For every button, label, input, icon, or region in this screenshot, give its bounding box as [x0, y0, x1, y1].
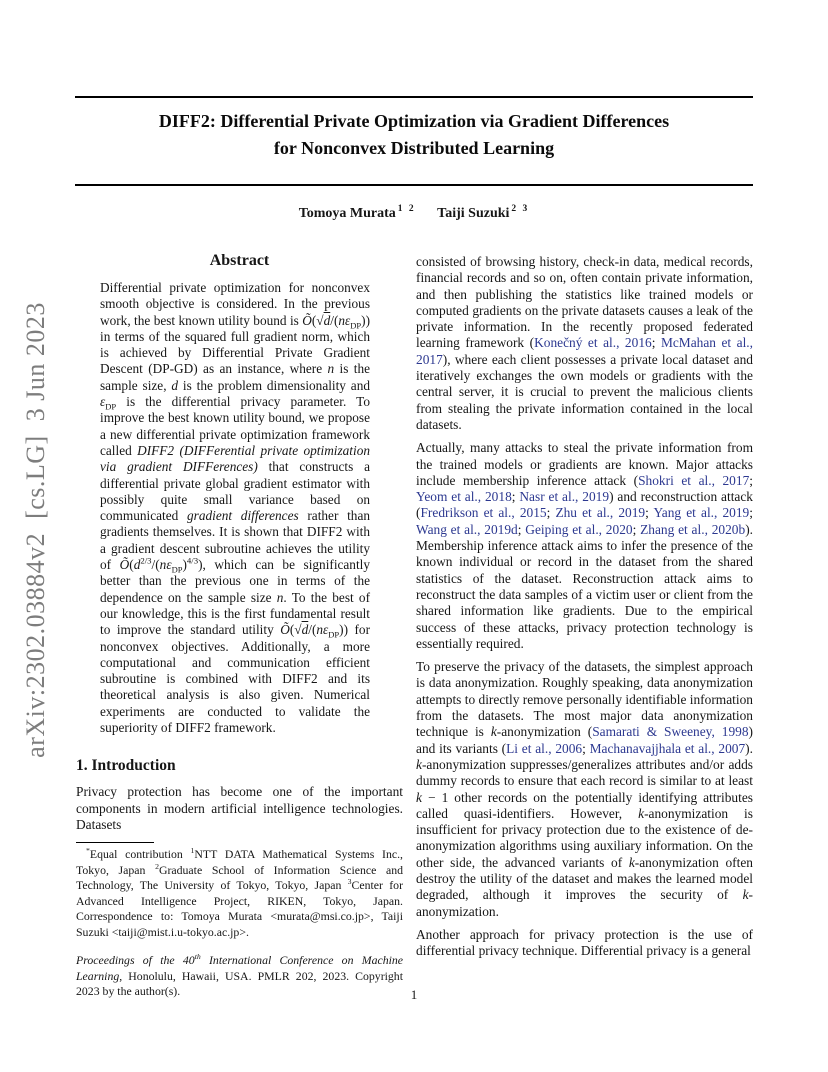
text-segment: )	[182, 557, 187, 573]
text-segment: rather than gradients themselves. It is shown that DIFF2 with a gradient descent subroutine achieves the utility of	[100, 508, 371, 573]
paragraph-4	[416, 927, 753, 960]
text-segment: ;	[546, 505, 556, 521]
text-segment: k	[416, 756, 422, 772]
citation-link[interactable]: Geiping et al., 2020	[525, 521, 633, 537]
text-segment: DP	[328, 629, 340, 640]
title-line-1: DIFF2: Differential Private Optimization via Gradient Differences	[158, 111, 670, 131]
text-segment: (	[311, 312, 317, 328]
citation-link[interactable]: Zhang et al., 2020b	[640, 521, 746, 537]
text-segment: nε	[316, 622, 329, 638]
text-segment: is the differential privacy parameter. To improve the best known utility bound, we propose a new differential private optimization framework called	[100, 394, 370, 458]
paragraph-1	[416, 254, 753, 433]
text-segment: that constructs a differential private global gradient estimator with possibly quite small variance based on communicated	[100, 459, 370, 524]
text-segment: DP	[350, 320, 362, 331]
author-1	[299, 206, 416, 221]
citation-link[interactable]: Li et al., 2006	[506, 740, 583, 756]
text-segment: ;	[651, 335, 661, 351]
arxiv-watermark: arXiv:2302.03884v2 [cs.LG] 3 Jun 2023	[21, 302, 50, 758]
text-segment: To preserve the privacy of the datasets, the simplest approach is data anonymization. Roughly speaking, data anonymization attempts to directly remove personally identifiable information from the datasets. The most major data anonymization technique is	[416, 659, 753, 740]
text-segment: is the sample size,	[100, 361, 370, 393]
text-segment: ;	[582, 740, 590, 756]
text-segment: ).	[745, 740, 753, 756]
text-segment: is the problem dimensionality and	[178, 377, 371, 393]
text-segment: 1	[190, 846, 195, 856]
text-segment: k	[742, 887, 749, 903]
text-segment: /(	[151, 557, 160, 573]
page-number: 1	[410, 987, 418, 1002]
text-segment: nε	[159, 557, 172, 573]
text-segment: k	[490, 724, 497, 740]
title-rule-top	[75, 96, 753, 98]
section-heading-introduction: 1. Introduction	[76, 757, 176, 775]
text-segment: d	[171, 377, 179, 393]
text-segment: -anonymization.	[416, 887, 753, 919]
paper-title	[0, 108, 828, 162]
text-segment: DP	[105, 401, 117, 412]
left-column	[76, 252, 403, 1000]
text-segment: d	[133, 557, 141, 573]
text-segment: ) and reconstruction attack (	[416, 489, 754, 521]
text-segment: Center for Advanced Intelligence Project, RIKEN, Tokyo, Japan. Correspondence to: Tomoya Murata <murata@msi.co.jp>, Taiji Suzuki <taiji@mist.i.u-tokyo.ac.jp>.	[76, 878, 404, 939]
text-segment: (	[289, 622, 295, 638]
author-1-affiliation-marks: 1 2	[397, 204, 416, 215]
text-segment: n	[276, 589, 284, 605]
author-2-affiliation-marks: 2 3	[511, 204, 530, 215]
abstract-heading: Abstract	[209, 252, 270, 269]
text-segment: )) for nonconvex objectives. Additionally, a more computational and communication efficient subroutine is combined with DIFF2 and its theoretical analysis is also given. Numerical experiments are conducted to validate the superiority of DIFF2 framework.	[100, 622, 371, 736]
citation-link[interactable]: Konečný et al., 2016	[534, 335, 652, 351]
text-segment: Equal contribution	[89, 847, 191, 862]
title-rule-bottom	[75, 184, 753, 186]
text-segment: NTT DATA Mathematical Systems Inc., Tokyo, Japan	[76, 847, 403, 877]
text-segment: 4/3	[186, 555, 199, 566]
text-segment: ). Membership inference attack aims to infer the presence of the known individual or record in the dataset from the shared statistics of the dataset. Reconstruction attack aims to reconstruct the data samples of a victim user or client from the shared information like gradients. Due to the empirical success of these attacks, privacy protection technology is essentially required.	[416, 521, 753, 651]
text-segment: th	[194, 952, 201, 962]
text-segment: /(	[308, 622, 317, 638]
text-segment: ), where each client possesses a private local dataset and iteratively exchanges the own models or gradients with the central server, it is crucial to prevent the malicious clients from stealing the private information contained in the local datasets.	[416, 351, 753, 432]
right-column	[416, 254, 753, 966]
paragraph-2	[416, 440, 753, 652]
text-segment: n	[327, 361, 335, 377]
title-line-2: for Nonconvex Distributed Learning	[273, 138, 555, 158]
author-2-name: Taiji Suzuki	[437, 206, 510, 221]
text-segment: k	[638, 805, 645, 821]
paragraph-3	[416, 659, 753, 920]
text-segment: ;	[645, 505, 654, 521]
citation-link[interactable]: Nasr et al., 2019	[519, 489, 610, 505]
citation-link[interactable]: McMahan et al., 2017	[416, 335, 753, 367]
text-segment: . To the best of our knowledge, this is the first fundamental result to improve the standard utility	[100, 589, 370, 638]
text-segment: Graduate School of Information Science and Technology, The University of Tokyo, Tokyo, Japan	[76, 862, 404, 893]
text-segment: nε	[338, 312, 351, 328]
text-segment: Differential private optimization for nonconvex smooth objective is considered. In the previous work, the best known utility bound is	[100, 280, 370, 328]
text-segment: k	[416, 789, 422, 805]
text-segment: Actually, many attacks to steal the private information from the trained models or gradients are known. Major attacks include membership inference attack (	[416, 440, 753, 488]
text-segment: consisted of browsing history, check-in data, medical records, financial records and so on, often contain private information, and then publishing the statistics like trained models or computed gradients on the private datasets causes a leak of the private information. In the recently proposed federated learning framework (	[416, 254, 753, 351]
text-segment: − 1 other records on the potentially identifying attributes called quasi-identifiers. However,	[416, 789, 753, 821]
citation-link[interactable]: Yang et al., 2019	[653, 505, 750, 521]
text-segment: Õ	[119, 557, 130, 573]
text-segment: ), which can be significantly better than the previous one in terms of the dependence on the sample size	[100, 557, 370, 605]
citation-link[interactable]: Zhu et al., 2019	[555, 505, 646, 521]
text-segment: d	[301, 622, 309, 638]
text-segment: gradient differences	[187, 508, 299, 524]
text-segment: Another approach for privacy protection is the use of differential privacy technique. Differential privacy is a general	[416, 926, 753, 959]
text-segment: DP	[171, 564, 183, 575]
author-1-name: Tomoya Murata	[298, 206, 396, 221]
text-segment: Õ	[280, 622, 290, 638]
text-segment: -anonymization suppresses/generalizes attributes and/or adds dummy records to ensure that each record is similar to at least	[416, 756, 753, 789]
text-segment: Proceedings of the 40	[76, 953, 195, 968]
text-segment: -anonymization is insufficient for privacy protection due to the existence of de-anonymization algorithms using auxiliary information. On the other side, the advanced variants of	[416, 805, 753, 870]
author-line	[0, 206, 828, 222]
text-segment: d	[323, 312, 331, 328]
text-segment: ;	[749, 505, 753, 521]
abstract-text	[100, 280, 370, 736]
text-segment: -anonymization (	[496, 724, 593, 740]
text-segment: ;	[517, 521, 526, 537]
text-segment: DIFF2 (DIFFerential private optimization via gradient DIFFerences)	[100, 442, 370, 475]
text-segment: 2/3	[140, 555, 152, 566]
text-segment: , Honolulu, Hawaii, USA. PMLR 202, 2023. Copyright 2023 by the author(s).	[76, 968, 403, 999]
text-segment: √	[316, 312, 324, 328]
text-segment: Privacy protection has become one of the important components in modern artificial intelligence technologies. Datasets	[76, 784, 403, 832]
text-segment: )) in terms of the squared full gradient norm, which is achieved by Differential Private Gradient Descent (DP-GD) as an instance, where	[100, 312, 370, 377]
footnote-rule	[76, 842, 154, 843]
text-segment: -anonymization often destroy the utility of the dataset and makes the learned model degraded, although it improves the security of	[416, 854, 753, 903]
text-segment: /(	[330, 312, 339, 328]
text-segment: (	[129, 557, 134, 573]
text-segment: ) and its variants (	[416, 724, 753, 756]
citation-link[interactable]: Machanavajjhala et al., 2007	[589, 740, 746, 756]
citation-link[interactable]: Fredrikson et al., 2015	[420, 505, 547, 521]
footnote-text	[76, 847, 403, 940]
citation-link[interactable]: Shokri et al., 2017	[638, 472, 750, 488]
text-segment: Õ	[302, 312, 312, 328]
text-segment: ;	[749, 472, 754, 488]
text-segment: ;	[632, 521, 641, 537]
citation-link[interactable]: Wang et al., 2019d	[416, 521, 518, 537]
text-segment: √	[294, 622, 302, 638]
introduction-paragraph	[76, 784, 403, 833]
text-segment: k	[628, 854, 635, 870]
text-segment: ;	[511, 489, 520, 505]
text-segment: 3	[347, 877, 352, 887]
citation-link[interactable]: Yeom et al., 2018	[416, 489, 512, 505]
text-segment: International Conference on Machine Learning	[76, 953, 404, 983]
citation-link[interactable]: Samarati & Sweeney, 1998	[592, 724, 749, 740]
text-segment: ε	[100, 394, 106, 410]
text-segment: *	[86, 846, 90, 856]
author-2	[437, 206, 529, 221]
text-segment: 2	[155, 861, 159, 871]
